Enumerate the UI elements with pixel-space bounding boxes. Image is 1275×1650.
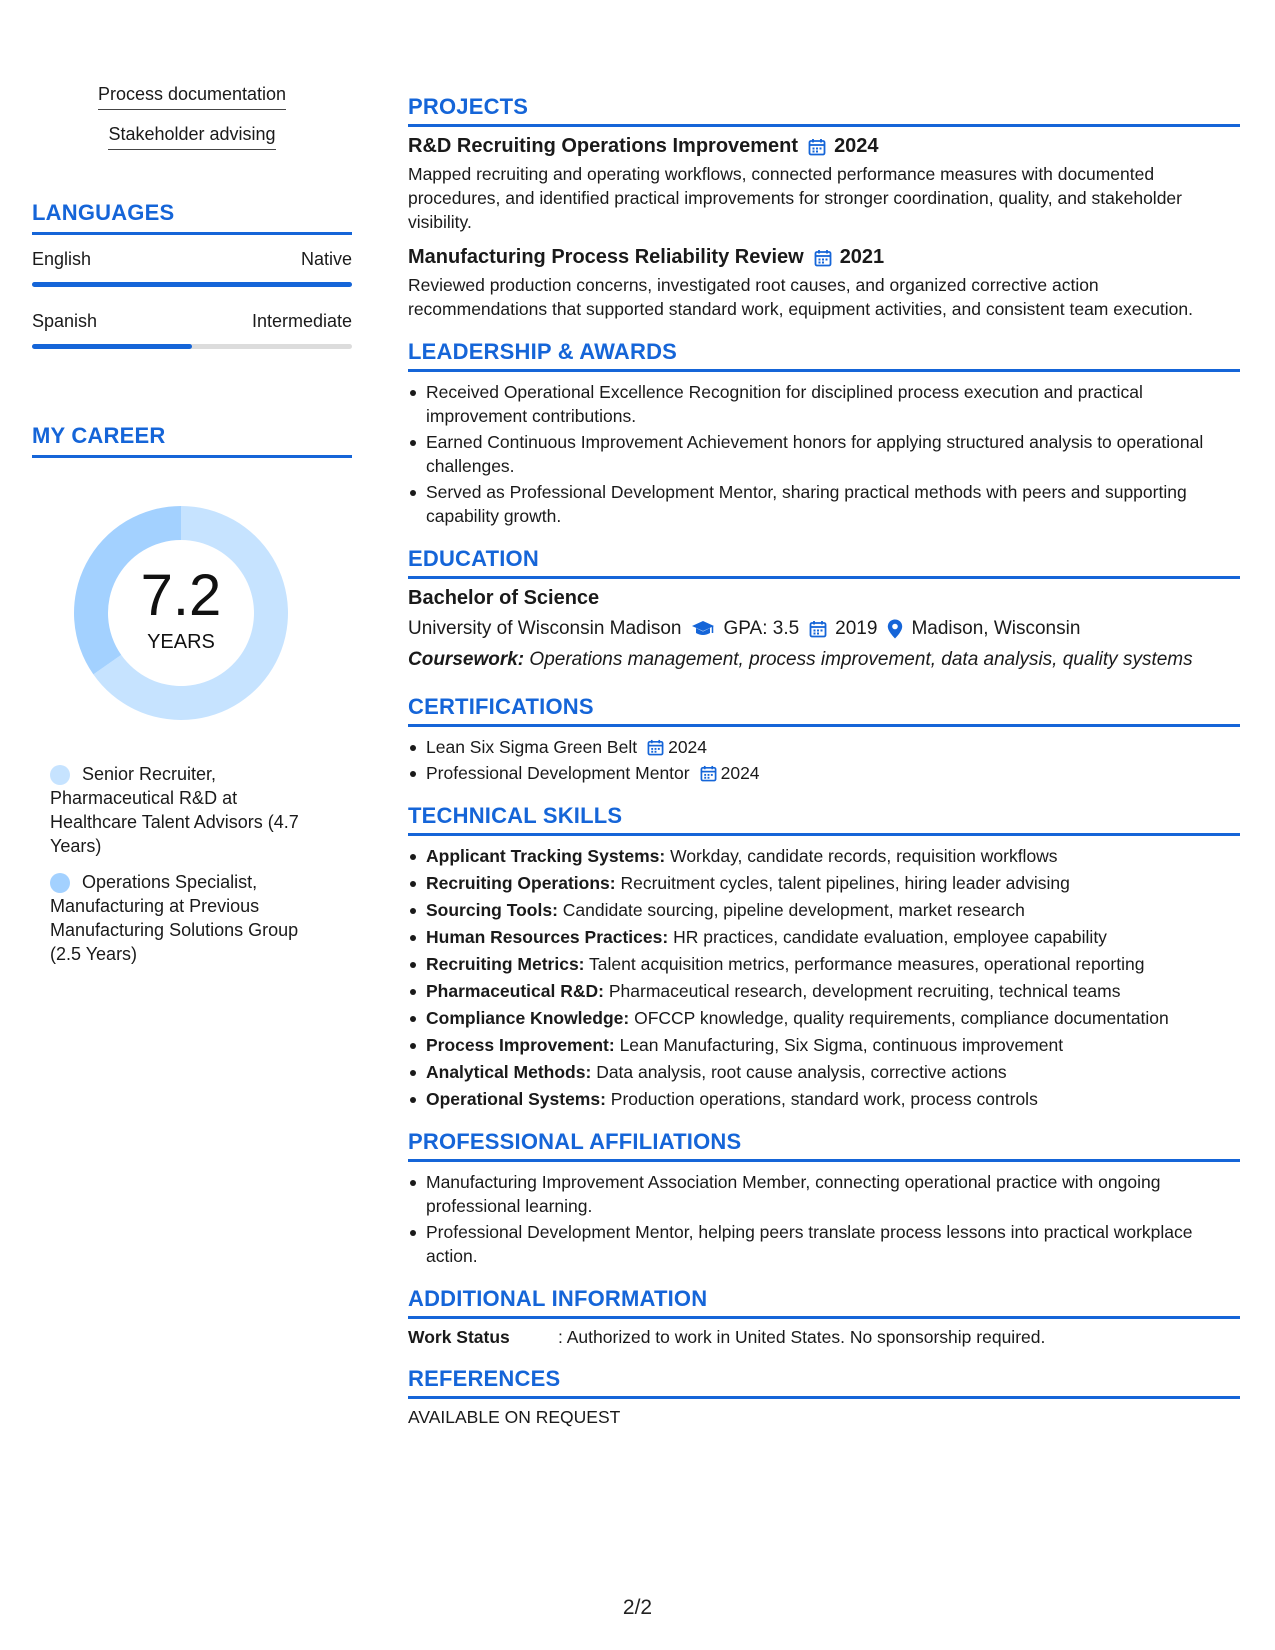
skill-label: Operational Systems: [426, 1089, 606, 1109]
calendar-icon [808, 138, 826, 156]
skill-value: Lean Manufacturing, Six Sigma, continuous improvement [619, 1035, 1064, 1055]
career-legend-item [50, 870, 320, 966]
technical-skill-item [408, 1060, 1240, 1084]
affiliation-item: Professional Development Mentor, helping peers translate process lessons into practical workplace action. [408, 1220, 1240, 1268]
leadership-heading: LEADERSHIP & AWARDS [408, 339, 1240, 372]
career-legend-label: Operations Specialist, Manufacturing at Previous Manufacturing Solutions Group (2.5 Years) [50, 872, 299, 964]
certifications-heading: CERTIFICATIONS [408, 694, 1240, 727]
career-legend-label: Senior Recruiter, Pharmaceutical R&D at Healthcare Talent Advisors (4.7 Years) [50, 764, 299, 856]
certification-year: 2024 [720, 763, 760, 783]
language-name: English [32, 249, 92, 269]
technical-skill-item [408, 1087, 1240, 1111]
project-item [408, 135, 1240, 234]
calendar-icon [814, 249, 832, 267]
career-legend [50, 762, 320, 966]
skill-value: Recruitment cycles, talent pipelines, hiring leader advising [620, 873, 1070, 893]
language-proficiency-fill [32, 282, 352, 287]
certification-name: Professional Development Mentor [426, 763, 690, 783]
project-year: 2021 [839, 246, 885, 268]
technical-skill-item [408, 952, 1240, 976]
leadership-item: Earned Continuous Improvement Achievement honors for applying structured analysis to operational challenges. [408, 430, 1240, 478]
skill-value: Pharmaceutical research, development recruiting, technical teams [608, 981, 1121, 1001]
skill-value: Candidate sourcing, pipeline development, market research [562, 900, 1025, 920]
skill-label: Process Improvement: [426, 1035, 615, 1055]
project-item [408, 246, 1240, 321]
certification-name: Lean Six Sigma Green Belt [426, 737, 638, 757]
certifications-section [408, 694, 1240, 785]
references-heading: REFERENCES [408, 1366, 1240, 1399]
references-text: AVAILABLE ON REQUEST [408, 1407, 621, 1427]
technical-skills-heading: TECHNICAL SKILLS [408, 803, 1240, 836]
language-name: Spanish [32, 311, 98, 331]
work-status-row [408, 1327, 1240, 1348]
certification-item [408, 761, 1240, 785]
work-status-label: Work Status [408, 1327, 510, 1347]
languages-section [32, 200, 352, 349]
skill-value: Workday, candidate records, requisition workflows [670, 846, 1058, 866]
coursework-label: Coursework: [408, 649, 525, 670]
technical-skill-item [408, 979, 1240, 1003]
skill-label: Recruiting Metrics: [426, 954, 585, 974]
skill-label: Applicant Tracking Systems: [426, 846, 666, 866]
skill-label: Recruiting Operations: [426, 873, 616, 893]
project-name: R&D Recruiting Operations Improvement [408, 135, 799, 157]
skill-value: HR practices, candidate evaluation, employee capability [673, 927, 1107, 947]
project-description: Mapped recruiting and operating workflows, connected performance measures with documented procedures, and identified practical improvements for stronger coordination, quality, and stakeholder visibility. [408, 164, 1182, 232]
leadership-section [408, 339, 1240, 528]
skill-value: Production operations, standard work, process controls [610, 1089, 1038, 1109]
graduation-cap-icon [691, 620, 715, 638]
education-school: University of Wisconsin Madison [408, 618, 682, 639]
education-heading: EDUCATION [408, 546, 1240, 579]
technical-skill-item [408, 1033, 1240, 1057]
project-year: 2024 [834, 135, 879, 157]
technical-skill-item [408, 925, 1240, 949]
additional-info-section [408, 1286, 1240, 1348]
affiliation-item: Manufacturing Improvement Association Member, connecting operational practice with ongoing professional learning. [408, 1170, 1240, 1218]
technical-skill-item [408, 1006, 1240, 1030]
education-gpa: GPA: 3.5 [723, 618, 800, 639]
calendar-icon [700, 765, 717, 782]
leadership-item: Served as Professional Development Mentor, sharing practical methods with peers and supporting capability growth. [408, 480, 1240, 528]
language-level: Native [300, 249, 352, 269]
language-proficiency-bar [32, 282, 352, 287]
calendar-icon [809, 620, 827, 638]
career-legend-item [50, 762, 320, 858]
language-item [32, 311, 352, 349]
projects-section [408, 94, 1240, 321]
languages-heading: LANGUAGES [32, 200, 352, 235]
education-year: 2019 [835, 618, 878, 639]
skill-label: Sourcing Tools: [426, 900, 558, 920]
additional-info-heading: ADDITIONAL INFORMATION [408, 1286, 1240, 1319]
project-name: Manufacturing Process Reliability Review [408, 246, 804, 268]
career-section [32, 423, 352, 966]
legend-dot-icon [50, 765, 70, 785]
skill-pill: Stakeholder advising [108, 124, 275, 150]
skill-pill-list [32, 84, 352, 150]
coursework-text: Operations management, process improvement, data analysis, quality systems [529, 649, 1193, 670]
technical-skill-item [408, 844, 1240, 868]
career-donut-chart [66, 498, 296, 728]
projects-heading: PROJECTS [408, 94, 1240, 127]
certification-item [408, 735, 1240, 759]
skill-value: Data analysis, root cause analysis, corrective actions [596, 1062, 1007, 1082]
technical-skills-section [408, 803, 1240, 1111]
project-description: Reviewed production concerns, investigated root causes, and organized corrective action recommendations that supported standard work, equipment activities, and consistent team execution. [408, 275, 1194, 319]
education-location: Madison, Wisconsin [911, 618, 1081, 639]
work-status-value: : Authorized to work in United States. No sponsorship required. [558, 1327, 1046, 1347]
affiliations-section [408, 1129, 1240, 1268]
legend-dot-icon [50, 873, 70, 893]
skill-label: Analytical Methods: [426, 1062, 592, 1082]
main-content [408, 94, 1240, 1446]
skill-value: Talent acquisition metrics, performance measures, operational reporting [589, 954, 1145, 974]
education-degree: Bachelor of Science [408, 587, 600, 609]
language-item [32, 249, 352, 287]
education-details [408, 618, 1240, 640]
language-proficiency-bar [32, 344, 352, 349]
leadership-item: Received Operational Excellence Recognition for disciplined process execution and practical improvement contributions. [408, 380, 1240, 428]
career-donut-center [66, 498, 296, 728]
skill-value: OFCCP knowledge, quality requirements, compliance documentation [634, 1008, 1169, 1028]
technical-skill-item [408, 871, 1240, 895]
page-number: 2/2 [622, 1596, 653, 1619]
certification-year: 2024 [668, 737, 708, 757]
skill-label: Compliance Knowledge: [426, 1008, 630, 1028]
language-proficiency-fill [32, 344, 192, 349]
sidebar [32, 84, 352, 978]
language-level: Intermediate [251, 311, 352, 331]
location-pin-icon [887, 619, 903, 639]
career-total-years: 7.2 [140, 562, 222, 628]
skill-label: Pharmaceutical R&D: [426, 981, 604, 1001]
career-heading: MY CAREER [32, 423, 352, 458]
skill-pill: Process documentation [98, 84, 286, 110]
calendar-icon [647, 739, 664, 756]
technical-skill-item [408, 898, 1240, 922]
references-section [408, 1366, 1240, 1428]
education-coursework [408, 648, 1240, 672]
education-section [408, 546, 1240, 672]
affiliations-heading: PROFESSIONAL AFFILIATIONS [408, 1129, 1240, 1162]
skill-label: Human Resources Practices: [426, 927, 669, 947]
career-total-unit: YEARS [147, 630, 215, 653]
